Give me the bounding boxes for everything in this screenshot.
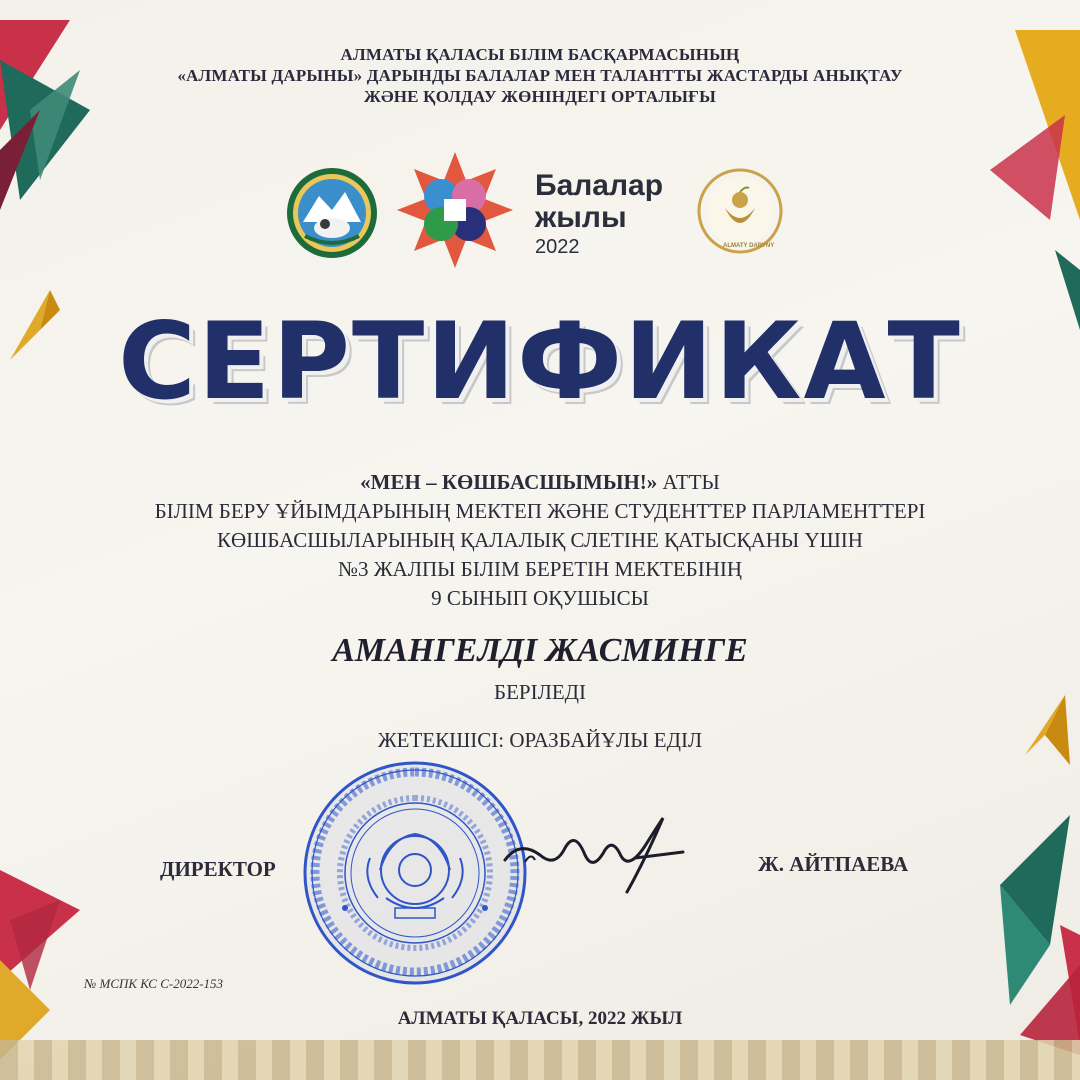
director-label: ДИРЕКТОР xyxy=(160,857,276,881)
header-line-2: «АЛМАТЫ ДАРЫНЫ» ДАРЫНДЫ БАЛАЛАР МЕН ТАЛАНТТЫ ЖАСТАРДЫ АНЫҚТАУ xyxy=(177,66,903,85)
body-line-2: БІЛІМ БЕРУ ҰЙЫМДАРЫНЫҢ МЕКТЕП ЖӘНЕ СТУДЕНТТЕР ПАРЛАМЕНТТЕРІ xyxy=(154,499,926,523)
given-label: БЕРІЛЕДІ xyxy=(494,680,586,704)
year-title-line-3: 2022 xyxy=(535,236,580,258)
logos-row xyxy=(285,150,805,270)
certificate-body xyxy=(60,468,1020,613)
gold-logo-caption: ALMATY DARYNY xyxy=(723,243,775,249)
event-suffix: АТТЫ xyxy=(662,470,720,494)
corner-decoration-top-left xyxy=(0,0,110,260)
year-of-children-flower-logo-icon xyxy=(395,150,515,270)
year-title-line-1: Балалар xyxy=(535,169,664,202)
body-line-1 xyxy=(60,468,1020,497)
place-and-year: АЛМАТЫ ҚАЛАСЫ, 2022 ЖЫЛ xyxy=(397,1008,683,1029)
header-line-3: ЖӘНЕ ҚОЛДАУ ЖӨНІНДЕГІ ОРТАЛЫҒЫ xyxy=(363,87,717,106)
tablecloth-edge xyxy=(0,1040,1080,1080)
year-of-children-title xyxy=(535,170,663,260)
corner-decoration-top-right xyxy=(980,20,1080,330)
recipient-name: АМАНГЕЛДІ ЖАСМИНГЕ xyxy=(332,632,748,669)
certificate-title: СЕРТИФИКАТ xyxy=(118,300,962,423)
issuer-header xyxy=(140,44,940,107)
body-line-3: КӨШБАСШЫЛАРЫНЫҢ ҚАЛАЛЫҚ СЛЕТІНЕ ҚАТЫСҚАНЫ ҮШІН xyxy=(217,528,863,552)
almaty-coat-of-arms-icon xyxy=(285,166,379,260)
supervisor-line: ЖЕТЕКШІСІ: ОРАЗБАЙҰЛЫ ЕДІЛ xyxy=(377,728,703,752)
body-line-5: 9 СЫНЫП ОҚУШЫСЫ xyxy=(431,586,649,610)
registration-number: № МСПК КС С-2022-153 xyxy=(84,976,224,991)
event-name: «МЕН – КӨШБАСШЫМЫН!» xyxy=(360,470,658,494)
almaty-daryny-gold-logo-icon xyxy=(697,168,783,254)
corner-decoration-bottom-left xyxy=(0,860,90,1060)
director-name: Ж. АЙТПАЕВА xyxy=(758,852,909,876)
header-line-1: АЛМАТЫ ҚАЛАСЫ БІЛІМ БАСҚАРМАСЫНЫҢ xyxy=(340,45,740,64)
director-signature xyxy=(495,800,685,910)
body-line-4: №3 ЖАЛПЫ БІЛІМ БЕРЕТІН МЕКТЕБІНІҢ xyxy=(337,557,743,581)
year-title-line-2: жылы xyxy=(535,201,627,234)
